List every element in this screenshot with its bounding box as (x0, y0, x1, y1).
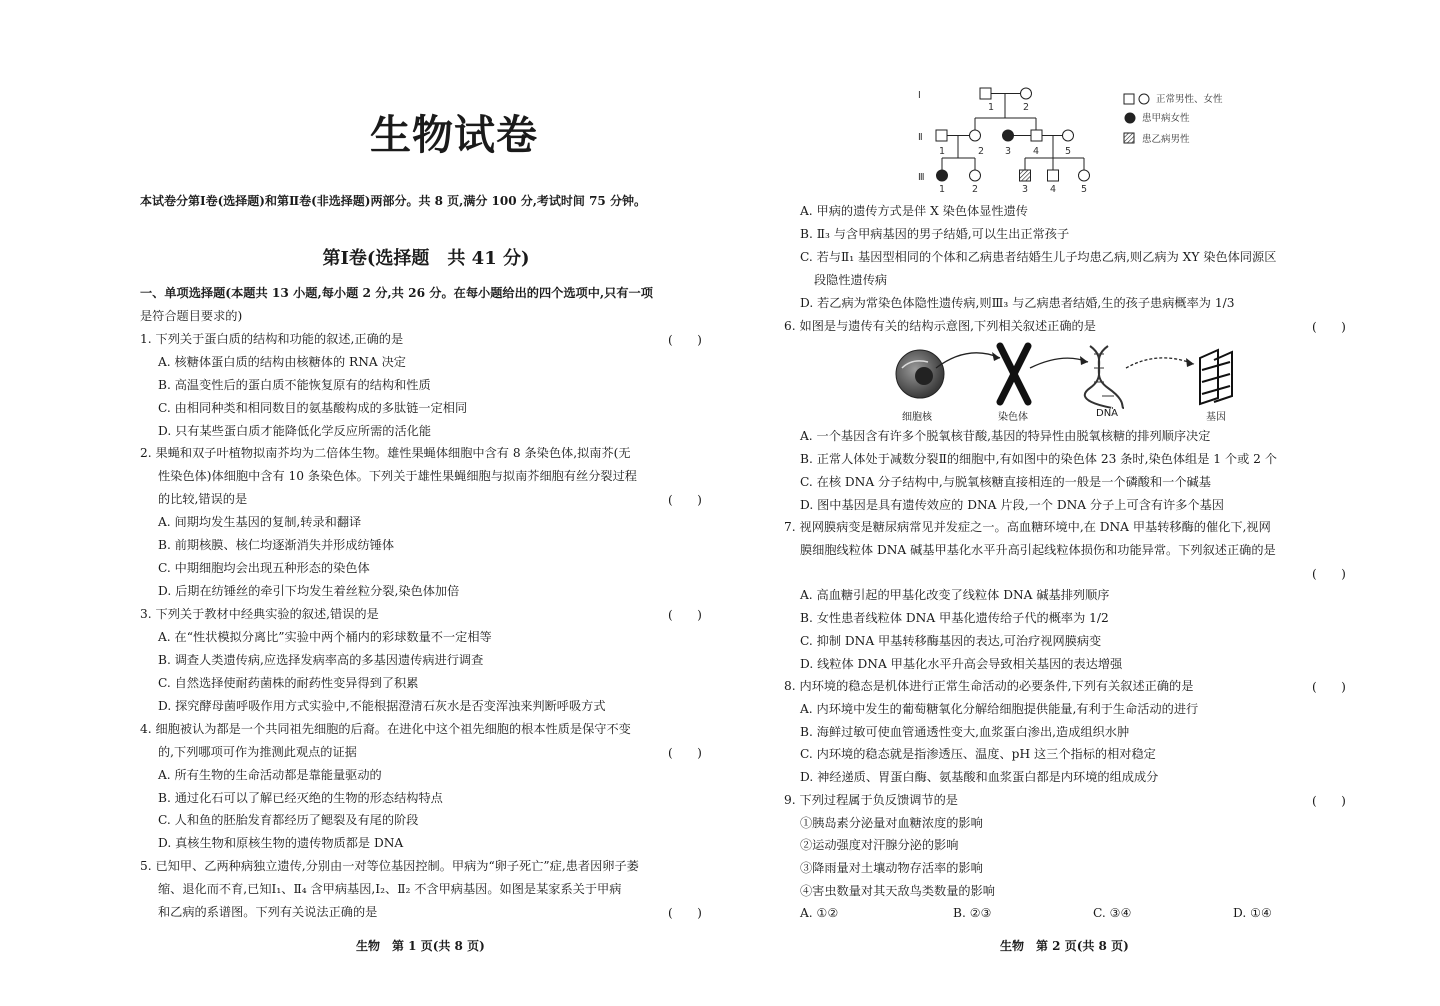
section-title: 第Ⅰ卷(选择题 共 41 分) (322, 248, 530, 269)
pedigree-number: 2 (972, 184, 979, 194)
question-stem: 缩、退化而不育,已知Ⅰ₁、Ⅱ₄ 含甲病基因,Ⅰ₂、Ⅱ₂ 不含甲病基因。如图是某家系关于甲病 (158, 882, 622, 896)
option-line: 段隐性遗传病 (814, 273, 888, 287)
option-line: C. 内环境的稳态就是指渗透压、温度、pH 这三个指标的相对稳定 (800, 747, 1156, 761)
option-line: B. 海鲜过敏可使血管通透性变大,血浆蛋白渗出,造成组织水肿 (800, 725, 1130, 739)
chromosome-icon (1000, 346, 1028, 402)
option-line: A. 核糖体蛋白质的结构由核糖体的 RNA 决定 (158, 355, 406, 369)
generation-label: Ⅰ (918, 90, 921, 101)
legend-male-normal (1124, 94, 1134, 104)
pedigree-female-affected-a (1003, 130, 1014, 141)
option-line: A. 一个基因含有许多个脱氧核苷酸,基因的特异性由脱氧核糖的排列顺序决定 (800, 429, 1211, 443)
pedigree-male-normal (936, 130, 947, 141)
option-line: C. 在核 DNA 分子结构中,与脱氧核糖直接相连的一般是一个磷酸和一个碱基 (800, 475, 1211, 489)
arrow-icon (1080, 356, 1088, 365)
pedigree-female-normal (1021, 88, 1032, 99)
answer-paren: ( ) (668, 493, 702, 507)
question-stem: 1. 下列关于蛋白质的结构和功能的叙述,正确的是 (140, 332, 404, 346)
option-line: B. 前期核膜、核仁均逐渐消失并形成纺锤体 (158, 538, 395, 552)
pedigree-female-normal (970, 170, 981, 181)
option-line: B. ②③ (953, 906, 992, 920)
arrow-icon (936, 353, 1000, 368)
option-line: D. ①④ (1233, 906, 1272, 920)
figure-label: 细胞核 (902, 412, 932, 423)
question-stem: 8. 内环境的稳态是机体进行正常生命活动的必要条件,下列有关叙述正确的是 (784, 679, 1194, 693)
exam-title: 生物试卷 (370, 111, 538, 159)
option-line: D. 神经递质、胃蛋白酶、氨基酸和血浆蛋白都是内环境的组成成分 (800, 770, 1159, 784)
option-line: C. 由相同种类和相同数目的氨基酸构成的多肽链一定相同 (158, 401, 468, 415)
legend-female-normal (1139, 94, 1149, 104)
option-line: ③降雨量对土壤动物存活率的影响 (800, 861, 983, 875)
answer-paren: ( ) (668, 608, 702, 622)
legend-male-affected-b (1124, 133, 1134, 143)
page-footer-1: 生物 第 1 页(共 8 页) (356, 939, 485, 953)
option-line: C. 中期细胞均会出现五种形态的染色体 (158, 561, 370, 575)
pedigree-number: 2 (978, 146, 985, 157)
option-line: A. 间期均发生基因的复制,转录和翻译 (158, 515, 362, 529)
exam-intro: 本试卷分第Ⅰ卷(选择题)和第Ⅱ卷(非选择题)两部分。共 8 页,满分 100 分,考试时间 75 分钟。 (140, 194, 646, 208)
pedigree-number: 1 (988, 102, 995, 113)
option-line: B. 调查人类遗传病,应选择发病率高的多基因遗传病进行调查 (158, 653, 484, 667)
legend-female-affected-a (1125, 113, 1135, 123)
arrow-icon (992, 352, 1000, 361)
question-stem: 膜细胞线粒体 DNA 碱基甲基化水平升高引起线粒体损伤和功能异常。下列叙述正确的是 (800, 543, 1276, 557)
pedigree-number: 4 (1050, 184, 1057, 194)
arrow-icon (1030, 358, 1088, 368)
option-line: A. 在“性状模拟分离比”实验中两个桶内的彩球数量不一定相等 (158, 630, 492, 644)
page-footer-2: 生物 第 2 页(共 8 页) (1000, 939, 1129, 953)
pedigree-number: 3 (1005, 146, 1012, 157)
option-line: D. 后期在纺锤丝的牵引下均发生着丝粒分裂,染色体加倍 (158, 584, 460, 598)
question-stem: 的比较,错误的是 (158, 492, 248, 506)
legend-label: 患乙病男性 (1142, 134, 1190, 145)
figure-label: 染色体 (998, 412, 1028, 423)
figure-label: 基因 (1206, 412, 1226, 423)
option-line: A. ①② (800, 906, 839, 920)
option-line: B. 通过化石可以了解已经灭绝的生物的形态结构特点 (158, 791, 443, 805)
question-stem: 5. 已知甲、乙两种病独立遗传,分别由一对等位基因控制。甲病为“卵子死亡”症,患者因卵子萎 (140, 859, 639, 873)
option-line: B. 女性患者线粒体 DNA 甲基化遗传给子代的概率为 1/2 (800, 611, 1109, 625)
option-line: A. 所有生物的生命活动都是靠能量驱动的 (158, 768, 382, 782)
option-line: D. 只有某些蛋白质才能降低化学反应所需的活化能 (158, 424, 432, 438)
option-line: C. 若与Ⅱ₁ 基因型相同的个体和乙病患者结婚生儿子均患乙病,则乙病为 XY 染色体同源区 (800, 250, 1277, 264)
pedigree-number: 3 (1022, 184, 1029, 194)
question-stem: 2. 果蝇和双子叶植物拟南芥均为二倍体生物。雄性果蝇体细胞中含有 8 条染色体,拟南芥(无 (140, 446, 631, 460)
dna-helix-icon (1085, 346, 1124, 408)
question-stem: 性染色体)体细胞中含有 10 条染色体。下列关于雄性果蝇细胞与拟南芥细胞有丝分裂过程 (158, 469, 637, 483)
question-stem: 9. 下列过程属于负反馈调节的是 (784, 793, 958, 807)
pedigree-number: 4 (1033, 146, 1040, 157)
legend-label: 正常男性、女性 (1156, 94, 1223, 105)
option-line: A. 高血糖引起的甲基化改变了线粒体 DNA 碱基排列顺序 (800, 588, 1110, 602)
question-stem: 6. 如图是与遗传有关的结构示意图,下列相关叙述正确的是 (784, 319, 1096, 333)
arrow-icon (1186, 358, 1194, 367)
figure-label: DNA (1096, 408, 1119, 419)
option-line: C. 人和鱼的胚胎发育都经历了鳃裂及有尾的阶段 (158, 813, 419, 827)
pedigree-male-normal (1031, 130, 1042, 141)
option-line: C. 抑制 DNA 甲基转移酶基因的表达,可治疗视网膜病变 (800, 634, 1102, 648)
answer-paren: ( ) (668, 906, 702, 920)
option-line: D. 探究酵母菌呼吸作用方式实验中,不能根据澄清石灰水是否变浑浊来判断呼吸方式 (158, 699, 606, 713)
arrow-icon (1126, 358, 1194, 368)
answer-paren: ( ) (1312, 567, 1346, 581)
option-line: D. 若乙病为常染色体隐性遗传病,则Ⅲ₃ 与乙病患者结婚,生的孩子患病概率为 1/3 (800, 296, 1235, 310)
option-line: D. 真核生物和原核生物的遗传物质都是 DNA (158, 836, 404, 850)
question-stem: 的,下列哪项可作为推测此观点的证据 (158, 745, 357, 759)
instruction-line: 是符合题目要求的) (140, 309, 243, 323)
answer-paren: ( ) (668, 746, 702, 760)
option-line: ④害虫数量对其天敌鸟类数量的影响 (800, 884, 995, 898)
nucleus-icon (896, 350, 944, 398)
question-stem: 7. 视网膜病变是糖尿病常见并发症之一。高血糖环境中,在 DNA 甲基转移酶的催化下,视网 (784, 520, 1271, 534)
pedigree-number: 1 (939, 184, 946, 194)
pedigree-female-normal (1063, 130, 1074, 141)
pedigree-female-normal (970, 130, 981, 141)
pedigree-male-normal (980, 88, 991, 99)
generation-label: Ⅱ (918, 132, 923, 143)
answer-paren: ( ) (1312, 320, 1346, 334)
pedigree-number: 1 (939, 146, 946, 157)
option-line: B. Ⅱ₃ 与含甲病基因的男子结婚,可以生出正常孩子 (800, 227, 1070, 241)
option-line: D. 图中基因是具有遗传效应的 DNA 片段,一个 DNA 分子上可含有许多个基因 (800, 498, 1224, 512)
pedigree-male-normal (1048, 170, 1059, 181)
legend-label: 患甲病女性 (1142, 113, 1190, 124)
generation-label: Ⅲ (918, 172, 925, 183)
genetic-structure-figure (888, 338, 1248, 426)
option-line: C. 自然选择使耐药菌株的耐药性变异得到了积累 (158, 676, 419, 690)
question-stem: 和乙病的系谱图。下列有关说法正确的是 (158, 905, 378, 919)
answer-paren: ( ) (1312, 794, 1346, 808)
instruction-line: 一、单项选择题(本题共 13 小题,每小题 2 分,共 26 分。在每小题给出的四个选项中,只有一项 (140, 286, 653, 300)
answer-paren: ( ) (1312, 680, 1346, 694)
pedigree-male-affected-b (1020, 170, 1031, 181)
pedigree-number: 2 (1023, 102, 1030, 113)
gene-icon (1200, 350, 1232, 404)
option-line: A. 内环境中发生的葡萄糖氧化分解给细胞提供能量,有利于生命活动的进行 (800, 702, 1199, 716)
pedigree-number: 5 (1081, 184, 1088, 194)
pedigree-female-normal (1079, 170, 1090, 181)
option-line: B. 高温变性后的蛋白质不能恢复原有的结构和性质 (158, 378, 431, 392)
option-line: B. 正常人体处于减数分裂Ⅱ的细胞中,有如图中的染色体 23 条时,染色体组是 1 个或 2 个 (800, 452, 1277, 466)
option-line: D. 线粒体 DNA 甲基化水平升高会导致相关基因的表达增强 (800, 657, 1123, 671)
option-line: ①胰岛素分泌量对血糖浓度的影响 (800, 816, 983, 830)
option-line: A. 甲病的遗传方式是伴 X 染色体显性遗传 (800, 204, 1028, 218)
pedigree-chart (912, 82, 1242, 194)
pedigree-female-affected-a (937, 170, 948, 181)
option-line: C. ③④ (1093, 906, 1132, 920)
question-stem: 3. 下列关于教材中经典实验的叙述,错误的是 (140, 607, 379, 621)
pedigree-number: 5 (1065, 146, 1072, 157)
question-stem: 4. 细胞被认为都是一个共同祖先细胞的后裔。在进化中这个祖先细胞的根本性质是保守不变 (140, 722, 631, 736)
answer-paren: ( ) (668, 333, 702, 347)
option-line: ②运动强度对汗腺分泌的影响 (800, 838, 959, 852)
